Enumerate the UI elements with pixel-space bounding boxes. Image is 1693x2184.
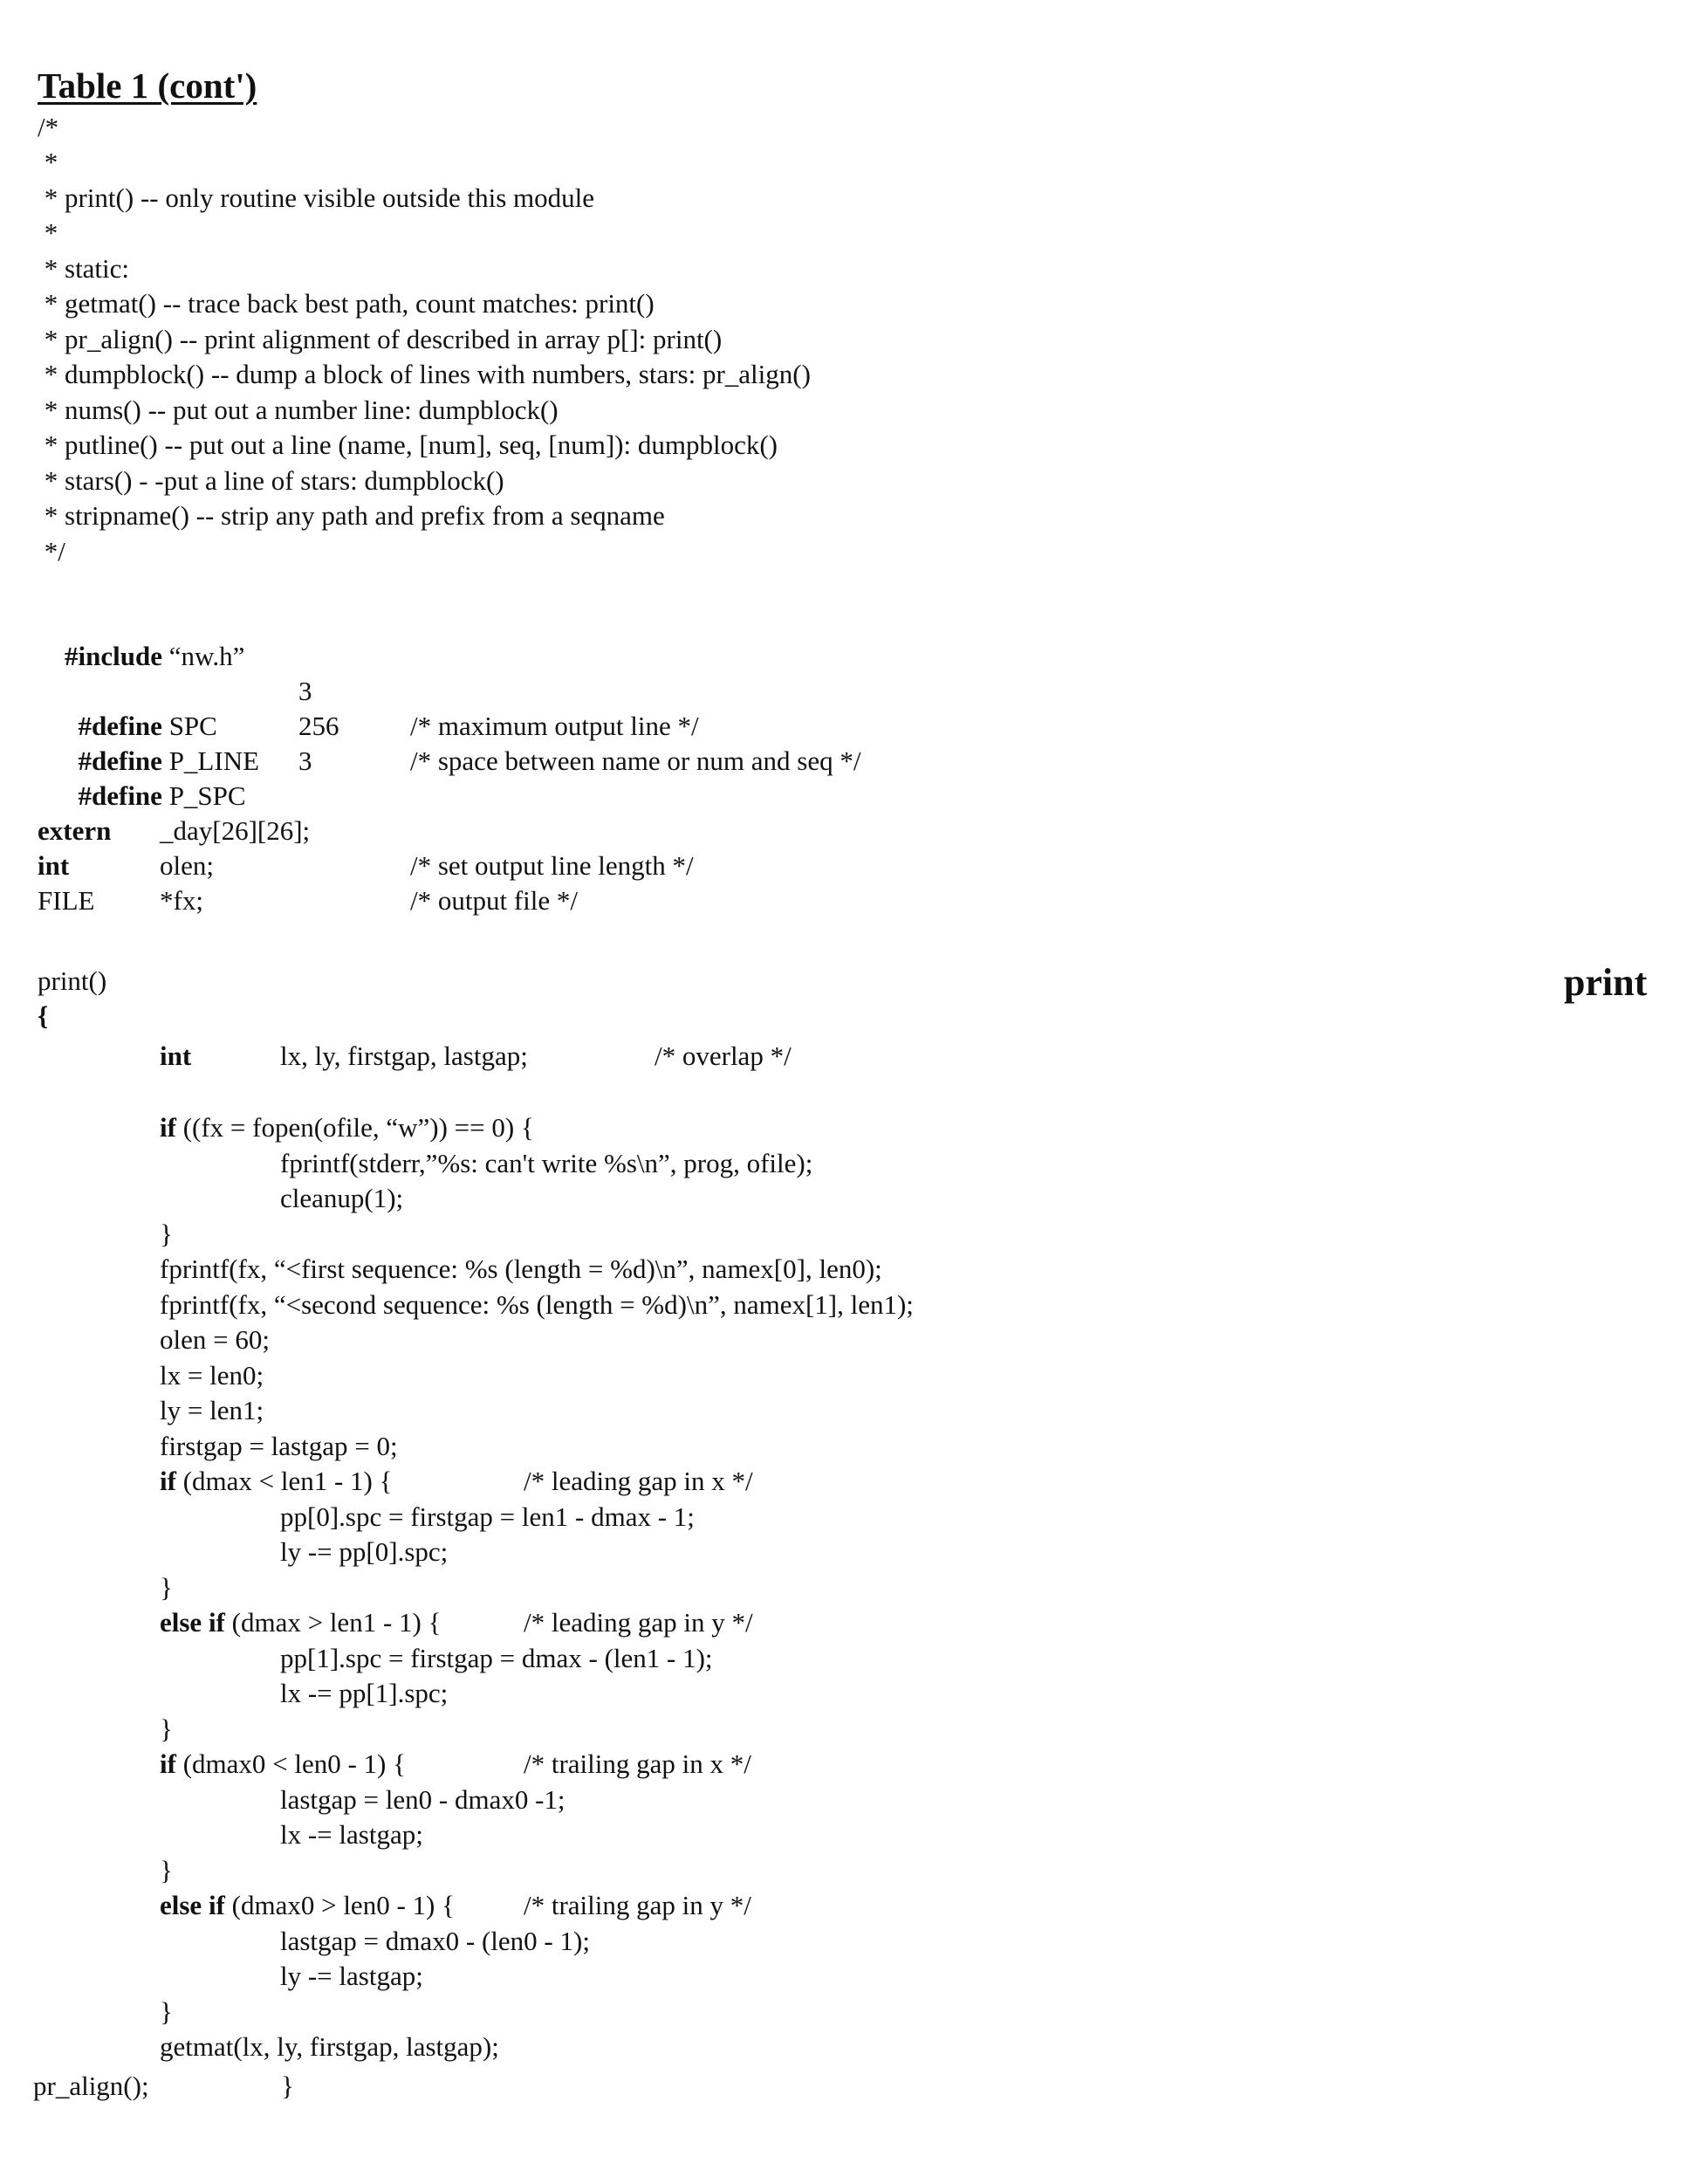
code-line — [160, 1110, 534, 1145]
code-line — [160, 1252, 882, 1287]
define-keyword: #define — [78, 711, 162, 741]
code-text: ly = len1; — [160, 1395, 264, 1425]
comment-line: * static: — [38, 253, 130, 284]
define-comment: /* space between name or num and seq */ — [410, 745, 861, 776]
comment-line: */ — [38, 536, 65, 567]
open-brace: { — [38, 1000, 49, 1031]
code-text: lx -= pp[1].spc; — [280, 1678, 449, 1708]
code-line — [280, 1181, 403, 1216]
code-line — [160, 1288, 914, 1322]
comment-line: * putline() -- put out a line (name, [num], seq, [num]): dumpblock() — [38, 429, 778, 460]
comment-line: * pr_align() -- print alignment of described in array p[]: print() — [38, 324, 723, 354]
code-text: } — [160, 1571, 173, 1603]
define-value: 3 — [298, 676, 312, 706]
side-label-print: print — [1564, 961, 1648, 1004]
decl-comment: /* set output line length */ — [410, 850, 694, 881]
code-line — [280, 1535, 448, 1569]
code-keyword: if — [160, 1112, 176, 1143]
define-name: P_SPC — [168, 780, 246, 811]
code-line — [160, 1393, 264, 1428]
local-decl-vars: lx, ly, firstgap, lastgap; — [280, 1040, 528, 1071]
code-line — [280, 1500, 695, 1535]
include-keyword: #include — [65, 641, 162, 671]
code-text: getmat(lx, ly, firstgap, lastgap); — [160, 2031, 499, 2062]
code-text: fprintf(fx, “<second sequence: %s (length = %d)\n”, namex[1], len1); — [160, 1288, 914, 1320]
table-title: Table 1 (cont') — [38, 65, 257, 106]
code-keyword: if — [160, 1466, 176, 1496]
code-comment: /* trailing gap in y */ — [524, 1890, 751, 1920]
code-line — [160, 1853, 173, 1888]
comment-line: * getmat() -- trace back best path, count matches: print() — [38, 288, 655, 319]
code-line — [160, 1217, 173, 1252]
code-text: } — [160, 1995, 173, 2027]
comment-line: /* — [38, 112, 59, 142]
define-keyword: #define — [78, 745, 162, 776]
comment-line: * stars() - -put a line of stars: dumpblock() — [38, 465, 504, 496]
code-text: (dmax0 < len0 - 1) { — [175, 1748, 407, 1779]
code-text: olen = 60; — [160, 1324, 270, 1355]
code-line — [160, 2029, 499, 2064]
code-line — [280, 1924, 590, 1959]
local-decl-comment: /* overlap */ — [655, 1040, 792, 1071]
code-text: ly -= lastgap; — [280, 1961, 423, 1991]
code-text: ly -= pp[0].spc; — [280, 1536, 449, 1567]
code-line — [160, 1712, 173, 1747]
code-line — [160, 1570, 173, 1605]
code-text: } — [160, 1713, 173, 1744]
decl-type: int — [38, 850, 70, 881]
code-line — [160, 1429, 398, 1464]
code-line — [160, 1322, 270, 1357]
code-text: (dmax0 > len0 - 1) { — [224, 1890, 455, 1920]
define-comment: /* maximum output line */ — [410, 711, 699, 741]
code-text: lx = len0; — [160, 1359, 264, 1391]
code-text: fprintf(fx, “<first sequence: %s (length = %d)\n”, namex[0], len0); — [160, 1253, 882, 1284]
decl-type: FILE — [38, 885, 95, 916]
comment-line: * dumpblock() -- dump a block of lines with numbers, stars: pr_align() — [38, 359, 811, 389]
code-line — [280, 1676, 448, 1711]
comment-line: * — [38, 217, 58, 248]
decl-name: *fx; — [160, 885, 203, 916]
code-text: ((fx = fopen(ofile, “w”)) == 0) { — [175, 1112, 534, 1143]
include-value: “nw.h” — [168, 641, 245, 671]
define-keyword: #define — [78, 780, 162, 811]
local-decl-type: int — [160, 1040, 192, 1071]
decl-comment: /* output file */ — [410, 885, 579, 916]
code-keyword: else if — [160, 1607, 225, 1638]
code-text: cleanup(1); — [280, 1183, 404, 1213]
code-comment: /* trailing gap in x */ — [524, 1748, 751, 1779]
code-line — [280, 1641, 713, 1676]
code-text: } — [160, 1854, 173, 1885]
code-keyword: else if — [160, 1890, 225, 1920]
code-line — [160, 1888, 455, 1923]
code-keyword: if — [160, 1748, 176, 1779]
close-brace: } — [281, 2071, 294, 2101]
code-line — [280, 1817, 423, 1852]
comment-line: * stripname() -- strip any path and prefix from a seqname — [38, 500, 665, 531]
function-signature: print() — [38, 965, 107, 996]
code-text: (dmax < len1 - 1) { — [175, 1466, 393, 1496]
code-line — [280, 1146, 812, 1181]
define-name: SPC — [168, 711, 217, 741]
comment-line: * — [38, 147, 58, 177]
code-text: firstgap = lastgap = 0; — [160, 1430, 398, 1461]
code-line — [160, 1464, 393, 1499]
define-value: 256 — [298, 711, 339, 741]
code-line — [160, 1605, 441, 1640]
code-comment: /* leading gap in y */ — [524, 1607, 753, 1638]
code-text: lastgap = dmax0 - (len0 - 1); — [280, 1925, 590, 1956]
code-line — [160, 1995, 173, 2029]
decl-type: extern — [38, 815, 112, 846]
code-text: lx -= lastgap; — [280, 1819, 423, 1850]
code-text: lastgap = len0 - dmax0 -1; — [280, 1783, 565, 1815]
last-line-call: pr_align(); — [33, 2071, 149, 2101]
code-line — [280, 1959, 423, 1994]
decl-name: _day[26][26]; — [160, 815, 311, 846]
comment-line: * print() -- only routine visible outside this module — [38, 182, 594, 213]
code-text: pp[1].spc = firstgap = dmax - (len1 - 1); — [280, 1642, 713, 1673]
define-name: P_LINE — [168, 745, 260, 776]
code-text: fprintf(stderr,”%s: can't write %s\n”, prog, ofile); — [280, 1147, 813, 1178]
code-line — [280, 1782, 565, 1817]
code-text: } — [160, 1218, 173, 1249]
decl-name: olen; — [160, 850, 214, 881]
define-value: 3 — [298, 745, 312, 776]
code-text: pp[0].spc = firstgap = len1 - dmax - 1; — [280, 1501, 695, 1532]
code-comment: /* leading gap in x */ — [524, 1466, 753, 1496]
code-text: (dmax > len1 - 1) { — [224, 1607, 442, 1638]
comment-line: * nums() -- put out a number line: dumpblock() — [38, 395, 559, 425]
code-line — [160, 1358, 264, 1393]
code-line — [160, 1747, 406, 1782]
